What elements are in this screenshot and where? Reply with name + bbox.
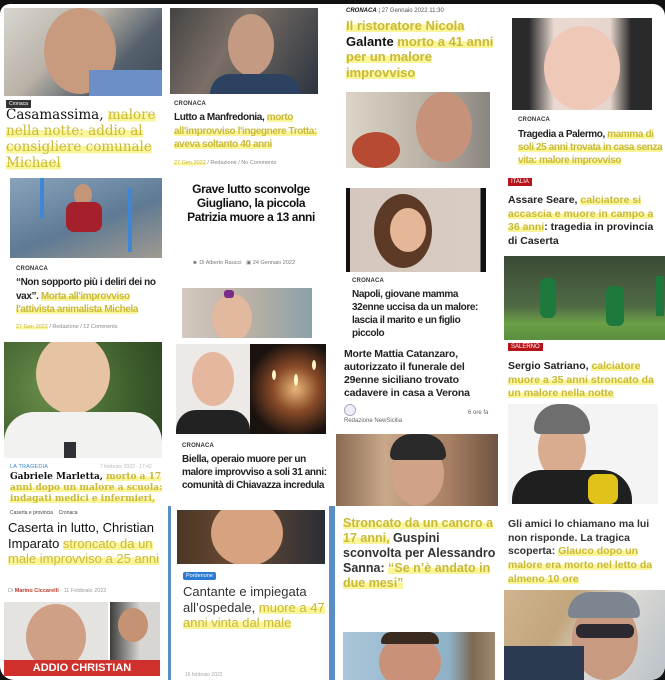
article-headline[interactable]: Stroncato da un cancro a 17 anni, Guspini sconvolta per Alessandro Sanna: “Se n’è andato in due mesi” <box>343 516 496 590</box>
article-photo <box>512 18 652 110</box>
highlighted-text: calciatore si accascia e muore in campo a 36 anni <box>508 194 654 234</box>
highlighted-text: morto all'improvviso l'ingegnere Trotta: aveva soltanto 40 anni <box>174 112 317 150</box>
player-figure <box>606 286 624 326</box>
player-figure <box>540 278 556 318</box>
highlighted-text: morto a 17 anni dopo un malore a scuola: indagati medici e infermieri, <box>10 472 163 504</box>
candle-flame-icon <box>272 370 276 380</box>
article-photo <box>177 510 325 564</box>
article-photo <box>10 178 162 258</box>
article-photo <box>176 344 250 434</box>
news-card-sanna[interactable] <box>332 506 500 680</box>
article-photo <box>4 342 162 458</box>
article-date: 16 febbraio 2022 <box>185 672 223 678</box>
highlighted-text: Glauco dopo un malore era morto nel letto da almeno 10 ore <box>508 545 653 585</box>
sunglasses-icon <box>576 624 634 638</box>
jacket-trim <box>588 474 618 504</box>
article-headline[interactable]: Caserta in lutto, Christian Imparato stroncato da un male improvviso a 25 anni <box>8 520 160 567</box>
category-label: CRONACA <box>352 278 385 284</box>
article-headline[interactable]: Assare Seare, calciatore si accascia e muore in campo a 36 anni: tragedia in provincia di Caserta <box>508 194 654 247</box>
shirt-shape <box>210 74 300 94</box>
category-badge: Pordenone <box>183 572 216 580</box>
portrait-face <box>212 294 252 338</box>
candle-flame-icon <box>294 374 298 386</box>
article-headline[interactable]: Napoli, giovane mamma 32enne uccisa da un malore: lascia il marito e un figlio piccolo <box>352 289 478 339</box>
highlighted-text: muore a 47 anni vinta dal male <box>183 599 325 631</box>
article-headline[interactable]: “Non sopporto più i deliri dei no vax”. Morta all'improvviso l'attivista animalista Michela <box>16 277 156 315</box>
news-card-michela[interactable] <box>0 174 170 340</box>
highlighted-quote: “Se n’è andato in due mesi” <box>343 561 491 590</box>
article-photo <box>343 632 495 680</box>
news-card-napoli[interactable] <box>334 174 500 340</box>
highlighted-text: Morta all'improvviso l'attivista animalista Michela <box>16 290 139 315</box>
article-meta: 27 Gen 2022 / Redazione / No Comments <box>174 160 277 166</box>
article-date: 7 febbraio 2022 - 17:42 <box>100 464 152 470</box>
article-time: 6 ore fa <box>468 410 489 416</box>
article-photo <box>182 288 312 338</box>
article-headline[interactable]: Sergio Satriano, calciatore muore a 35 anni stroncato da un malore nella notte <box>508 360 654 400</box>
news-card-imparato[interactable] <box>0 506 168 680</box>
category-badge: ITALIA <box>508 178 532 186</box>
calendar-icon: ▣ <box>246 260 252 266</box>
news-card-galante[interactable] <box>332 4 500 174</box>
category-label: CRONACA <box>518 117 551 123</box>
article-headline[interactable]: Casamassima, malore nella notte: addio al consigliere comunale Michael <box>6 107 156 171</box>
news-card-casamassima[interactable] <box>0 4 166 174</box>
article-headline[interactable]: Il ristoratore Nicola Galante morto a 41 anni per un malore improvviso <box>346 18 494 80</box>
portrait-face <box>36 342 110 414</box>
article-photo <box>346 92 490 168</box>
beanie-shape <box>390 434 446 460</box>
beanie-shape <box>568 592 640 618</box>
news-card-glauco[interactable] <box>500 506 665 680</box>
article-photo <box>508 404 658 504</box>
news-card-marletta[interactable] <box>0 340 166 506</box>
article-photo <box>346 188 486 272</box>
article-headline[interactable]: Gabriele Marletta, morto a 17 anni dopo un malore a scuola: indagati medici e infermieri, <box>10 472 163 504</box>
news-card-patrizia[interactable] <box>170 174 334 340</box>
highlighted-text: stroncato da un male improvviso a 25 anni <box>8 535 160 567</box>
portrait-face <box>390 208 426 252</box>
shirt-shape <box>89 70 162 96</box>
portrait-face <box>416 92 472 162</box>
portrait-face <box>118 608 148 642</box>
highlighted-text: malore nella notte: addio al consigliere comunale Michael <box>6 107 156 171</box>
category-badge: Cronaca <box>6 100 31 108</box>
news-card-palermo[interactable] <box>500 4 665 174</box>
tie-shape <box>64 442 76 458</box>
highlighted-text: calciatore muore a 35 anni stroncato da un malore nella notte <box>508 360 654 400</box>
author-name: Redazione NewSicilia <box>344 418 403 424</box>
hair-shape <box>381 632 439 644</box>
user-icon: ☻ <box>192 260 198 266</box>
article-headline[interactable]: Gli amici lo chiamano ma lui non risponde. La tragica scoperta: Glauco dopo un malore era morto nel letto da almeno 10 ore <box>508 518 653 585</box>
portrait-face <box>211 510 283 564</box>
news-card-cantante[interactable] <box>168 506 332 680</box>
news-card-catanzaro[interactable] <box>332 340 500 506</box>
category-links: Caserta e provincia Cronaca <box>10 510 78 516</box>
article-meta: 27 Gen 2022 / Redazione / 12 Comments <box>16 324 118 330</box>
article-headline[interactable]: Grave lutto sconvolge Giugliano, la piccola Patrizia muore a 13 anni <box>187 182 315 225</box>
highlighted-text: mamma di soli 25 anni trovata in casa senza vita: malore improvviso <box>518 129 663 166</box>
news-card-manfredonia[interactable] <box>166 4 332 174</box>
category-badge: SALERNO <box>508 343 543 351</box>
article-photo <box>504 256 665 340</box>
pan-shape <box>352 132 400 168</box>
category-label: CRONACA <box>16 266 49 272</box>
shirt-shape <box>66 202 102 232</box>
article-headline[interactable]: Morte Mattia Catanzaro, autorizzato il funerale del 29enne siciliano trovato cadavere in casa a Verona <box>344 348 470 400</box>
addio-banner: ADDIO CHRISTIAN <box>4 660 160 676</box>
portrait-face <box>192 352 234 406</box>
category-label: LA TRAGEDIA <box>10 464 49 470</box>
article-photo <box>504 590 665 680</box>
author-avatar <box>344 404 356 416</box>
article-photo <box>170 8 318 94</box>
railing-shape <box>128 188 132 252</box>
news-card-biella[interactable] <box>166 340 332 506</box>
category-label: CRONACA <box>174 101 207 107</box>
article-headline[interactable]: Cantante e impiegata all’ospedale, muore a 47 anni vinta dal male <box>183 584 325 631</box>
article-photo <box>336 434 498 506</box>
category-label: CRONACA <box>182 443 215 449</box>
article-meta: ☻ Di Alberto Raucci ▣ 24 Gennaio 2022 <box>192 260 296 266</box>
shirt-shape <box>176 410 250 434</box>
railing-shape <box>40 178 44 218</box>
article-headline[interactable]: Biella, operaio muore per un malore improvviso a soli 31 anni: comunità di Chiavazza incredula <box>182 454 327 492</box>
news-card-seare[interactable] <box>500 174 665 340</box>
portrait-face <box>228 14 274 76</box>
news-card-satriano[interactable] <box>500 340 665 506</box>
article-meta: CRONACA | 27 Gennaio 2022 11:30 <box>346 8 444 14</box>
hair-bow <box>224 290 234 298</box>
beanie-shape <box>534 404 590 434</box>
candle-flame-icon <box>312 360 316 370</box>
highlighted-text: Stroncato da un cancro a 17 anni, <box>343 516 494 545</box>
portrait-face <box>544 26 620 110</box>
article-meta: Di Marino Ciccarelli - 11 Febbraio 2022 <box>8 588 107 594</box>
article-headline[interactable]: Tragedia a Palermo, mamma di soli 25 anni trovata in casa senza vita: malore improvviso <box>518 129 663 166</box>
shirt-shape <box>4 412 162 458</box>
article-headline[interactable]: Lutto a Manfredonia, morto all'improvviso l'ingegnere Trotta: aveva soltanto 40 anni <box>174 112 317 150</box>
shirt-shape <box>504 646 584 680</box>
candles-photo <box>250 344 326 434</box>
player-figure <box>656 276 664 316</box>
article-photo <box>4 8 162 96</box>
